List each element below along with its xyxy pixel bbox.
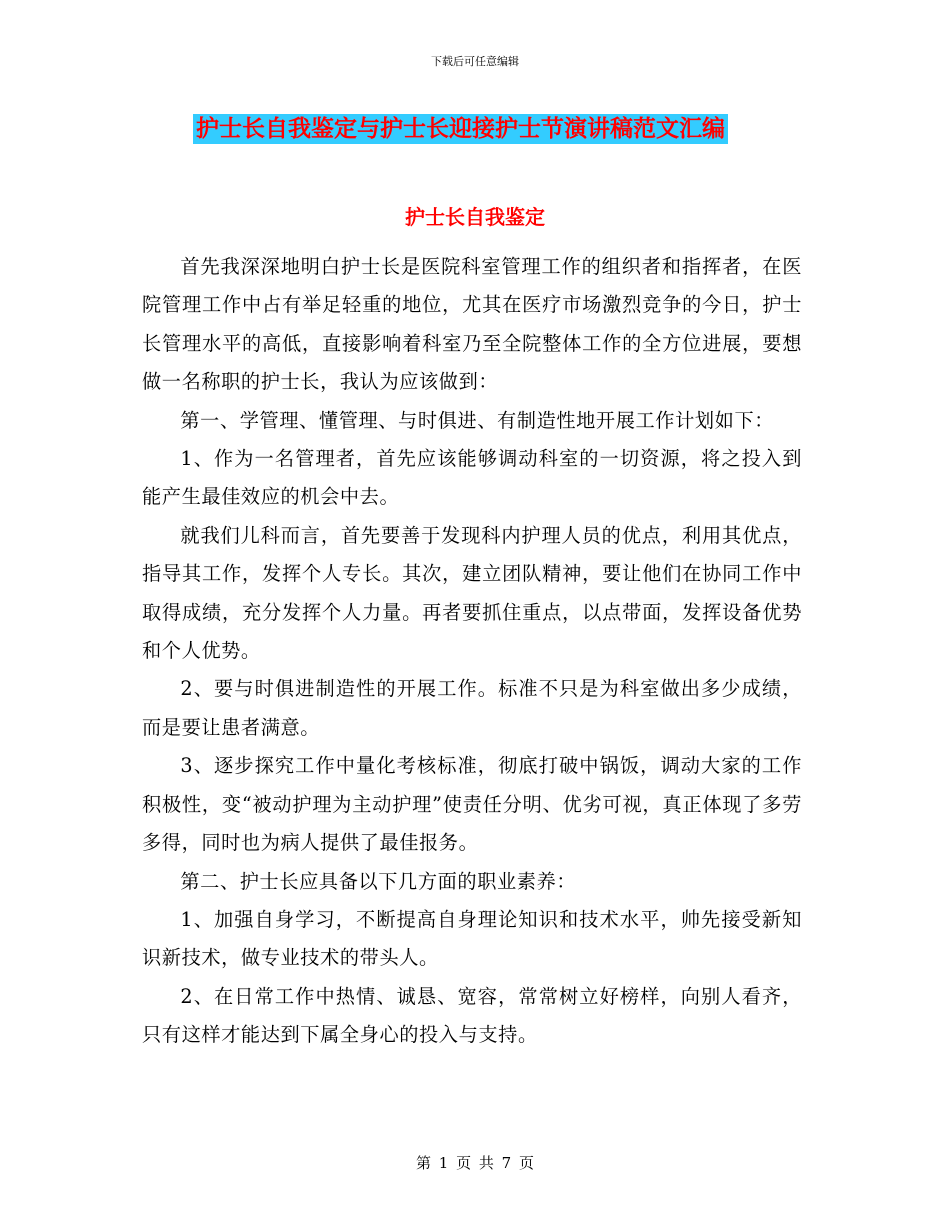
body-paragraph: 首先我深深地明白护士长是医院科室管理工作的组织者和指挥者，在医院管理工作中占有举足轻重的地位，尤其在医疗市场激烈竞争的今日，护士长管理水平的高低，直接影响着科室乃至全院整体工作的全方位进展，要想做一名称职的护士长，我认为应该做到： [142, 255, 802, 394]
page-header-note: 下载后可任意编辑 [431, 55, 519, 68]
body-paragraph: 2、在日常工作中热情、诚恳、宽容，常常树立好榜样，向别人看齐，只有这样才能达到下属全身心的投入与支持。 [142, 984, 802, 1047]
document-title: 护士长自我鉴定与护士长迎接护士节演讲稿范文汇编 [193, 114, 728, 144]
body-paragraph: 就我们儿科而言，首先要善于发现科内护理人员的优点，利用其优点，指导其工作，发挥个人专长。其次，建立团队精神，要让他们在协同工作中取得成绩，充分发挥个人力量。再者要抓住重点，以点带面，发挥设备优势和个人优势。 [142, 523, 802, 663]
body-paragraph: 2、要与时俱进制造性的开展工作。标准不只是为科室做出多少成绩，而是要让患者满意。 [142, 677, 802, 739]
document-body [142, 248, 802, 1055]
body-paragraph: 第一、学管理、懂管理、与时俱进、有制造性地开展工作计划如下： [180, 408, 775, 432]
body-paragraph: 3、逐步探究工作中量化考核标准，彻底打破中锅饭，调动大家的工作积极性，变“被动护理为主动护理”使责任分明、优劣可视，真正体现了多劳多得，同时也为病人提供了最佳报务。 [142, 754, 802, 855]
body-paragraph: 1、加强自身学习，不断提高自身理论知识和技术水平，帅先接受新知识新技术，做专业技术的带头人。 [142, 907, 802, 970]
page-number: 第 1 页 共 7 页 [416, 1154, 534, 1172]
body-paragraph: 第二、护士长应具备以下几方面的职业素养： [180, 869, 577, 893]
section-title: 护士长自我鉴定 [405, 205, 545, 229]
body-paragraph: 1、作为一名管理者，首先应该能够调动科室的一切资源，将之投入到能产生最佳效应的机会中去。 [142, 447, 802, 509]
